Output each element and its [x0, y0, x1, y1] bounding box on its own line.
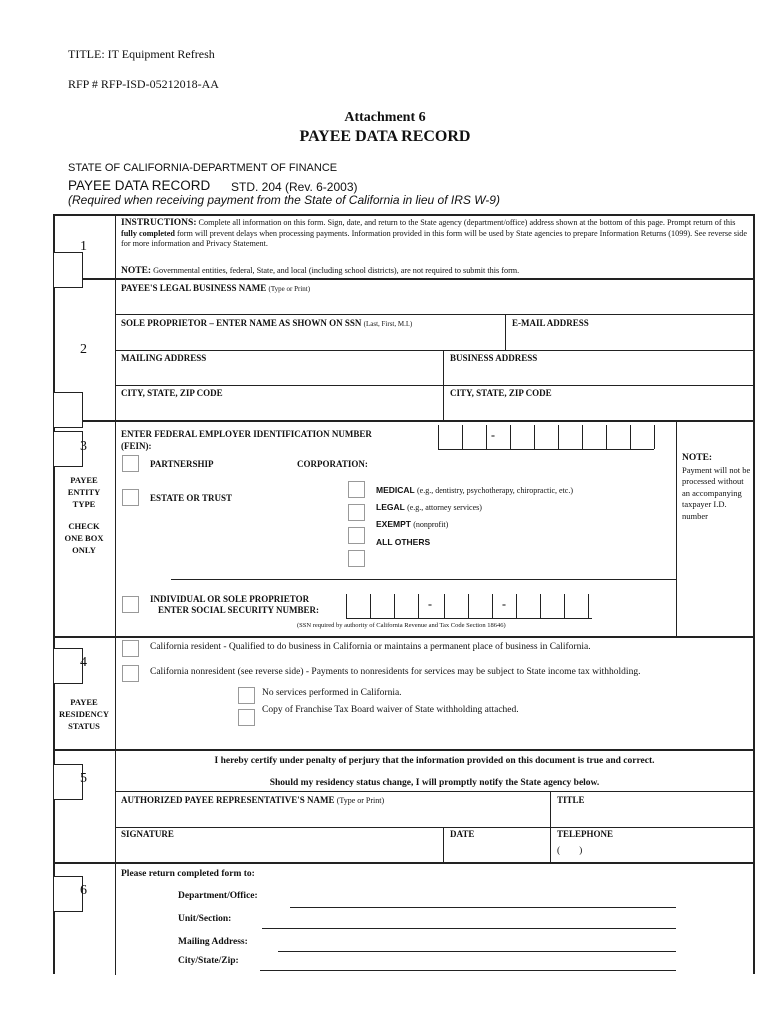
legal-checkbox[interactable]: [348, 504, 365, 521]
return-to-label: Please return completed form to:: [121, 869, 255, 879]
section-marker-box-1: [53, 252, 83, 288]
individual-divider: [171, 579, 676, 580]
form-title: PAYEE DATA RECORD: [299, 128, 471, 145]
no-services-checkbox[interactable]: [238, 687, 255, 704]
all-others-checkbox[interactable]: [348, 550, 365, 567]
all-others-option: ALL OTHERS: [376, 537, 431, 547]
ssn-note: (SSN required by authority of California Revenue and Tax Code Section 18646): [297, 622, 506, 629]
return-dept-field[interactable]: [290, 907, 676, 908]
section-number-1: 1: [80, 239, 87, 254]
exempt-checkbox[interactable]: [348, 527, 365, 544]
ca-nonresident-label: California nonresident (see reverse side) - Payments to nonresidents for services may be subject to State income tax withholding.: [150, 667, 641, 677]
attachment-heading: Attachment 6: [344, 110, 426, 125]
ftb-waiver-label: Copy of Franchise Tax Board waiver of State withholding attached.: [262, 705, 519, 715]
ftb-waiver-checkbox[interactable]: [238, 709, 255, 726]
required-note: (Required when receiving payment from the State of California in lieu of IRS W-9): [68, 193, 500, 207]
mailing-address-field[interactable]: [116, 364, 442, 384]
section-marker-box-2: [53, 392, 83, 428]
return-mailing-field[interactable]: [278, 951, 676, 952]
ssn-dash-2: -: [502, 597, 506, 611]
rule-5d: [443, 827, 444, 862]
form-left-border: [53, 214, 55, 974]
ca-resident-checkbox[interactable]: [122, 640, 139, 657]
rule-2b: [505, 314, 506, 350]
section-number-4: 4: [80, 655, 87, 670]
return-dept-label: Department/Office:: [178, 891, 258, 901]
entity-type-side-label: PAYEE ENTITY TYPE CHECK ONE BOX ONLY: [64, 475, 104, 555]
notify-statement: Should my residency status change, I will promptly notify the State agency below.: [269, 778, 600, 788]
mailing-city-state-zip-field[interactable]: [116, 399, 442, 419]
rfp-line: RFP # RFP-ISD-05212018-AA: [68, 77, 219, 91]
form-top-border: [53, 214, 755, 216]
rep-name-field[interactable]: [116, 806, 549, 826]
section-number-2: 2: [80, 342, 87, 357]
sole-prop-label: SOLE PROPRIETOR – ENTER NAME AS SHOWN ON SSN (Last, First, M.I.): [121, 318, 413, 328]
medical-checkbox[interactable]: [348, 481, 365, 498]
no-services-label: No services performed in California.: [262, 688, 402, 698]
residency-side-label: PAYEE RESIDENCY STATUS: [58, 697, 110, 731]
section-marker-box-3: [53, 431, 83, 467]
fein-input[interactable]: [438, 425, 654, 449]
partnership-checkbox[interactable]: [122, 455, 139, 472]
record-title: PAYEE DATA RECORD: [68, 178, 211, 193]
return-city-label: City/State/Zip:: [178, 956, 239, 966]
partnership-label: PARTNERSHIP: [150, 459, 214, 469]
legal-name-label: PAYEE'S LEGAL BUSINESS NAME (Type or Print): [121, 283, 311, 293]
std-number: STD. 204 (Rev. 6-2003): [231, 180, 358, 194]
return-unit-field[interactable]: [262, 928, 676, 929]
sole-prop-name-field[interactable]: [116, 330, 504, 349]
rule-2a: [116, 314, 753, 315]
legal-option: LEGAL (e.g., attorney services): [376, 502, 482, 512]
telephone-area-code: ( ): [557, 846, 583, 856]
date-field[interactable]: [445, 840, 549, 861]
tin-note: NOTE: Payment will not be processed without an accompanying taxpayer I.D. number: [682, 453, 751, 521]
fein-dash: -: [491, 428, 495, 442]
rule-2e: [116, 385, 753, 386]
form-right-border: [753, 214, 755, 974]
section-divider-4: [53, 749, 755, 751]
note-column-divider: [676, 421, 677, 636]
city-state-zip-label-2: CITY, STATE, ZIP CODE: [450, 388, 552, 398]
ssn-input[interactable]: [346, 594, 592, 618]
note-label: NOTE:: [121, 266, 152, 276]
section-number-column-divider: [115, 215, 116, 975]
business-city-state-zip-field[interactable]: [445, 399, 752, 419]
title-label: TITLE: [557, 795, 585, 805]
rep-name-label: AUTHORIZED PAYEE REPRESENTATIVE'S NAME (Type or Print): [121, 795, 385, 805]
section-divider-3: [53, 636, 755, 638]
instructions-text-a: Complete all information on this form. Sign, date, and return to the State agency (department/office) address shown at the bottom of this page. Prompt return of this: [198, 218, 736, 227]
instructions-label: INSTRUCTIONS:: [121, 218, 197, 228]
date-label: DATE: [450, 829, 475, 839]
return-mailing-label: Mailing Address:: [178, 937, 248, 947]
note-line: [121, 266, 519, 276]
individual-checkbox[interactable]: [122, 596, 139, 613]
section-marker-box-6: [53, 876, 83, 912]
legal-name-field[interactable]: [116, 292, 752, 314]
agency-name: STATE OF CALIFORNIA-DEPARTMENT OF FINANCE: [68, 162, 338, 174]
estate-trust-checkbox[interactable]: [122, 489, 139, 506]
rule-2c: [116, 350, 753, 351]
return-unit-label: Unit/Section:: [178, 914, 232, 924]
return-city-field[interactable]: [260, 970, 676, 971]
business-address-field[interactable]: [445, 364, 752, 384]
signature-field[interactable]: [116, 840, 442, 861]
note-text: Governmental entities, federal, State, and local (including school districts), are not required to submit this form.: [153, 266, 520, 275]
mailing-address-label: MAILING ADDRESS: [121, 353, 207, 363]
rule-5a: [116, 791, 753, 792]
certify-statement: I hereby certify under penalty of perjury that the information provided on this document is true and correct.: [214, 756, 655, 766]
section-divider-2: [53, 420, 755, 422]
individual-label: INDIVIDUAL OR SOLE PROPRIETOR ENTER SOCIAL SECURITY NUMBER:: [150, 594, 319, 615]
exempt-option: EXEMPT (nonprofit): [376, 519, 449, 529]
section-number-5: 5: [80, 771, 87, 786]
ca-resident-label: California resident - Qualified to do business in California or maintains a permanent place of business in California.: [150, 642, 591, 652]
estate-trust-label: ESTATE OR TRUST: [150, 493, 233, 503]
title-line: TITLE: IT Equipment Refresh: [68, 47, 215, 61]
city-state-zip-label-1: CITY, STATE, ZIP CODE: [121, 388, 223, 398]
rule-5c: [116, 827, 753, 828]
section-number-6: 6: [80, 883, 87, 898]
corporation-label: CORPORATION:: [297, 459, 368, 469]
medical-option: MEDICAL (e.g., dentistry, psychotherapy, chiropractic, etc.): [376, 485, 573, 495]
ssn-dash-1: -: [428, 597, 432, 611]
section-divider-5: [53, 862, 755, 864]
instructions-bold: fully completed: [121, 228, 175, 238]
instructions-text-b: form will prevent delays when processing payments. Information provided in this form will be used by State agencies to prepare Information Returns (1099). See reverse side for more information and Privacy Statement.: [121, 228, 747, 249]
ca-nonresident-checkbox[interactable]: [122, 665, 139, 682]
section-number-3: 3: [80, 439, 87, 454]
section-divider-1: [53, 278, 755, 280]
signature-label: SIGNATURE: [121, 829, 174, 839]
telephone-label: TELEPHONE: [557, 829, 614, 839]
section-marker-box-5: [53, 764, 83, 800]
business-address-label: BUSINESS ADDRESS: [450, 353, 538, 363]
email-label: E-MAIL ADDRESS: [512, 318, 589, 328]
fein-label: ENTER FEDERAL EMPLOYER IDENTIFICATION NUMBER (FEIN):: [121, 429, 372, 451]
title-field[interactable]: [552, 806, 752, 826]
email-field[interactable]: [507, 330, 752, 349]
section-marker-box-4: [53, 648, 83, 684]
telephone-field[interactable]: [570, 840, 752, 861]
instructions-block: [121, 218, 751, 250]
